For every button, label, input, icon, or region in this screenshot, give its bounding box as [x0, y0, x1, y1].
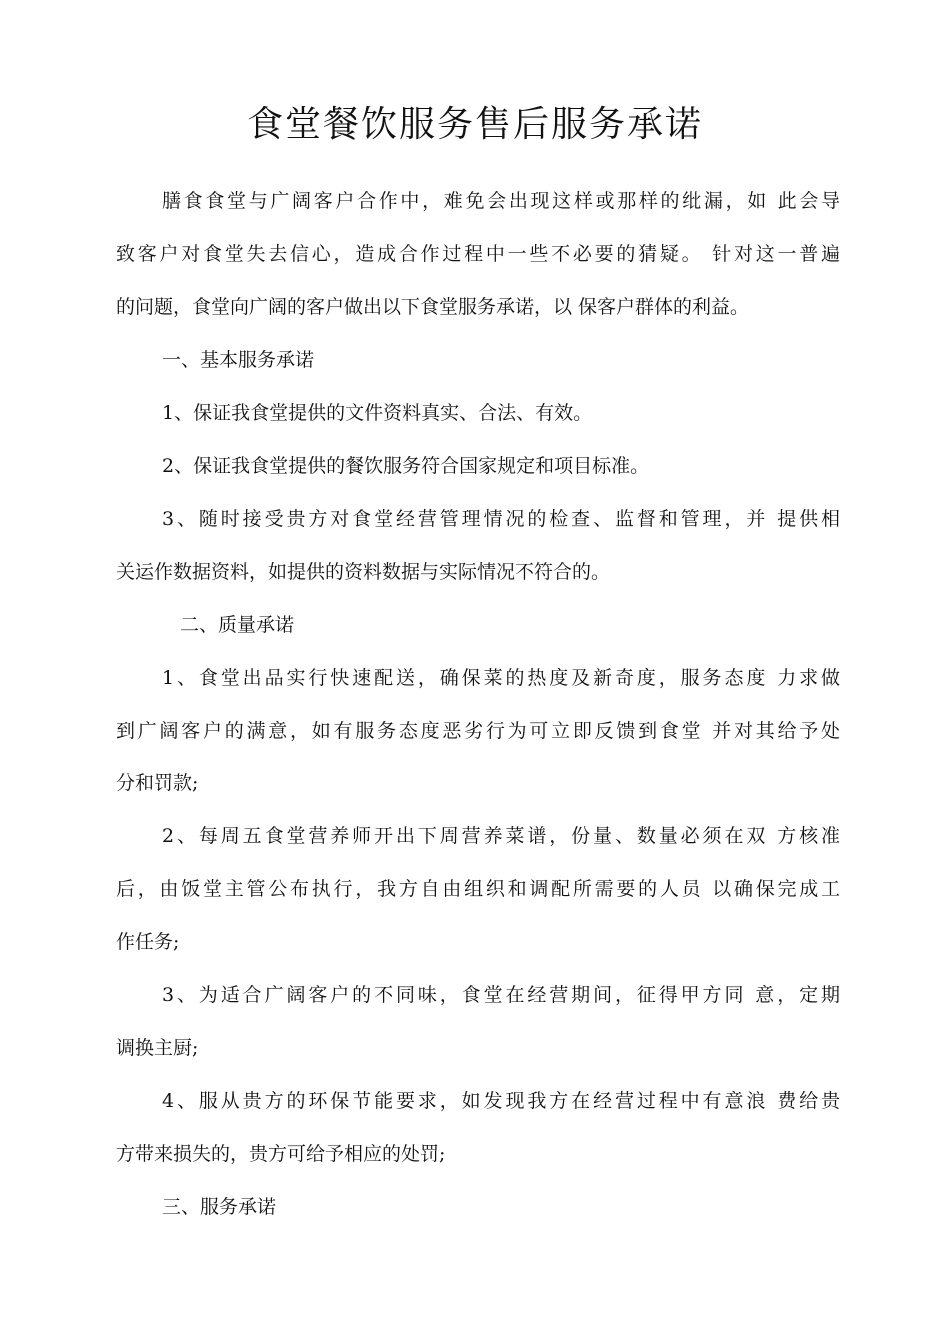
section-heading: 二、质量承诺	[180, 614, 295, 636]
paragraph-line: 方带来损失的，贵方可给予相应的处罚;	[116, 1143, 446, 1165]
document-title: 食堂餐饮服务售后服务承诺	[246, 104, 703, 145]
section-heading: 一、基本服务承诺	[162, 349, 315, 371]
list-item: 2、保证我食堂提供的餐饮服务符合国家规定和项目标准。	[162, 455, 650, 477]
section-heading: 三、服务承诺	[162, 1196, 277, 1218]
list-item: 2、每周五食堂营养师开出下周营养菜谱，份量、数量必须在双 方核准	[162, 825, 840, 847]
paragraph-line: 致客户对食堂失去信心，造成合作过程中一些不必要的猜疑。 针对这一普遍	[116, 243, 840, 265]
paragraph-line: 分和罚款;	[116, 772, 199, 794]
paragraph-line: 后，由饭堂主管公布执行，我方自由组织和调配所需要的人员 以确保完成工	[116, 878, 840, 900]
list-item: 1、食堂出品实行快速配送，确保菜的热度及新奇度，服务态度 力求做	[162, 667, 840, 689]
list-item: 4、服从贵方的环保节能要求，如发现我方在经营过程中有意浪 费给贵	[162, 1090, 840, 1112]
paragraph-line: 膳食食堂与广阔客户合作中，难免会出现这样或那样的纰漏，如 此会导	[162, 190, 840, 212]
list-item: 3、随时接受贵方对食堂经营管理情况的检查、监督和管理，并 提供相	[162, 508, 840, 530]
paragraph-line: 关运作数据资料，如提供的资料数据与实际情况不符合的。	[116, 561, 611, 583]
paragraph-line: 调换主厨;	[116, 1037, 199, 1059]
list-item: 3、为适合广阔客户的不同味，食堂在经营期间，征得甲方同 意，定期	[162, 984, 840, 1006]
paragraph-line: 作任务;	[116, 931, 180, 953]
list-item: 1、保证我食堂提供的文件资料真实、合法、有效。	[162, 402, 593, 424]
paragraph-line: 到广阔客户的满意，如有服务态度恶劣行为可立即反馈到食堂 并对其给予处	[116, 720, 840, 742]
paragraph-line: 的问题，食堂向广阔的客户做出以下食堂服务承诺，以 保客户群体的利益。	[116, 296, 750, 318]
